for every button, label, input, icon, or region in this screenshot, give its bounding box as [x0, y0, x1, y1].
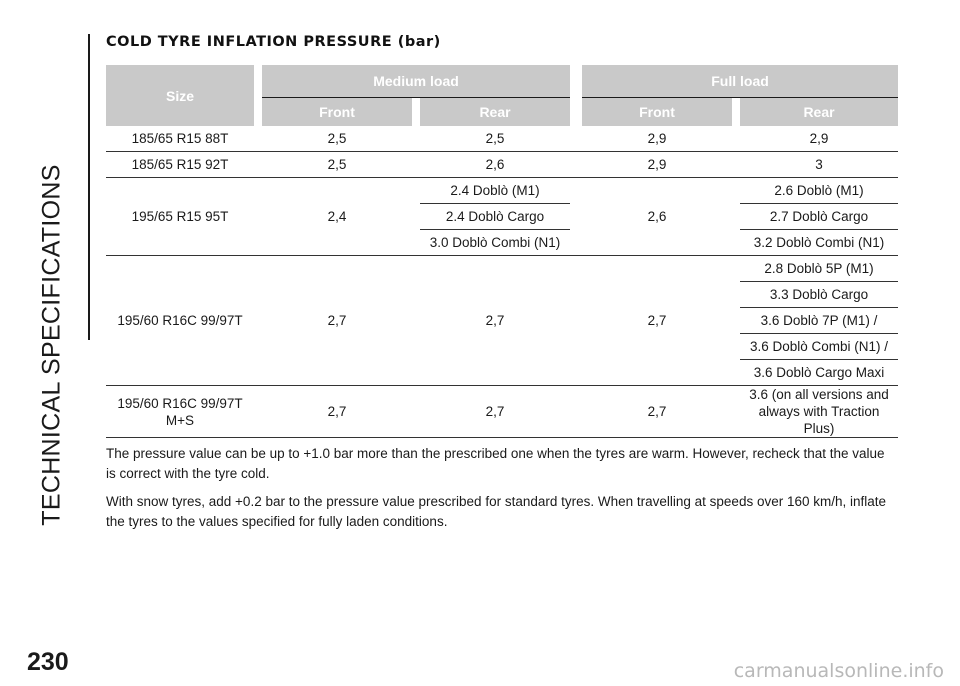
cell-full-rear: 2.6 Doblò (M1) [740, 178, 898, 204]
cell-full-front: 2,9 [582, 126, 732, 152]
section-side-title: TECHNICAL SPECIFICATIONS [37, 164, 66, 526]
table-row [106, 152, 898, 178]
cell-full-front: 2,7 [582, 256, 732, 386]
cell-full-rear: 2.7 Doblò Cargo [740, 204, 898, 230]
table-row [106, 178, 898, 204]
cell-full-rear: 3.6 Doblò 7P (M1) / [740, 308, 898, 334]
header-gap [570, 65, 582, 126]
cell-full-front: 2,7 [582, 386, 732, 438]
column-header-medium-rear: Rear [420, 98, 570, 127]
cell-full-rear: 2,9 [740, 126, 898, 152]
cell-medium-rear: 2.4 Doblò Cargo [420, 204, 570, 230]
cell-full-rear-line: 3.6 (on all versions and [749, 387, 889, 402]
table-header-row-group [106, 65, 898, 98]
cell-size-line: 195/60 R16C 99/97T [117, 395, 243, 411]
cell-full-rear [740, 386, 898, 438]
note-warm-tyres: The pressure value can be up to +1.0 bar more than the prescribed one when the tyres are warm. However, recheck that the value is correct with the tyre cold. [106, 446, 885, 481]
cell-medium-rear: 2,6 [420, 152, 570, 178]
cell-full-rear: 2.8 Doblò 5P (M1) [740, 256, 898, 282]
cell-medium-front: 2,4 [262, 178, 412, 256]
cell-size [106, 386, 254, 438]
cell-full-front: 2,6 [582, 178, 732, 256]
cell-full-rear-line: Plus) [803, 421, 835, 436]
cell-medium-rear: 2,7 [420, 256, 570, 386]
cell-medium-rear: 2,5 [420, 126, 570, 152]
cell-medium-front: 2,5 [262, 152, 412, 178]
cell-medium-front: 2,7 [262, 256, 412, 386]
column-header-full-front: Front [582, 98, 732, 127]
table-row [106, 126, 898, 152]
column-header-full-rear: Rear [740, 98, 898, 127]
cell-medium-front: 2,7 [262, 386, 412, 438]
cell-medium-front: 2,5 [262, 126, 412, 152]
side-divider [88, 34, 90, 340]
note-snow-tyres: With snow tyres, add +0.2 bar to the pressure value prescribed for standard tyres. When travelling at speeds over 160 km/h, inflate the tyres to the values specified for fully laden conditions. [106, 494, 887, 529]
column-header-medium-front: Front [262, 98, 412, 127]
table-row [106, 386, 898, 438]
watermark: carmanualsonline.info [733, 660, 944, 682]
cell-medium-rear: 2,7 [420, 386, 570, 438]
column-header-size: Size [106, 65, 254, 126]
header-gap [412, 98, 420, 127]
cell-size: 195/60 R16C 99/97T [106, 256, 254, 386]
cell-full-rear: 3.2 Doblò Combi (N1) [740, 230, 898, 256]
section-heading: COLD TYRE INFLATION PRESSURE (bar) [106, 34, 441, 50]
cell-size: 185/65 R15 92T [106, 152, 254, 178]
column-header-full-load: Full load [582, 65, 898, 98]
column-header-medium-load: Medium load [262, 65, 570, 98]
cell-size-line: M+S [165, 412, 195, 428]
page-content [106, 34, 898, 532]
cell-medium-rear: 3.0 Doblò Combi (N1) [420, 230, 570, 256]
tyre-pressure-table [106, 65, 898, 438]
cell-full-rear: 3.6 Doblò Cargo Maxi [740, 360, 898, 386]
cell-size: 185/65 R15 88T [106, 126, 254, 152]
header-gap [254, 65, 262, 126]
cell-full-front: 2,9 [582, 152, 732, 178]
page-number: 230 [27, 648, 69, 676]
cell-medium-rear: 2.4 Doblò (M1) [420, 178, 570, 204]
cell-size: 195/65 R15 95T [106, 178, 254, 256]
cell-full-rear-line: always with Traction [758, 404, 880, 419]
table-row [106, 256, 898, 282]
cell-full-rear: 3 [740, 152, 898, 178]
header-gap [732, 98, 740, 127]
cell-full-rear: 3.6 Doblò Combi (N1) / [740, 334, 898, 360]
cell-full-rear: 3.3 Doblò Cargo [740, 282, 898, 308]
